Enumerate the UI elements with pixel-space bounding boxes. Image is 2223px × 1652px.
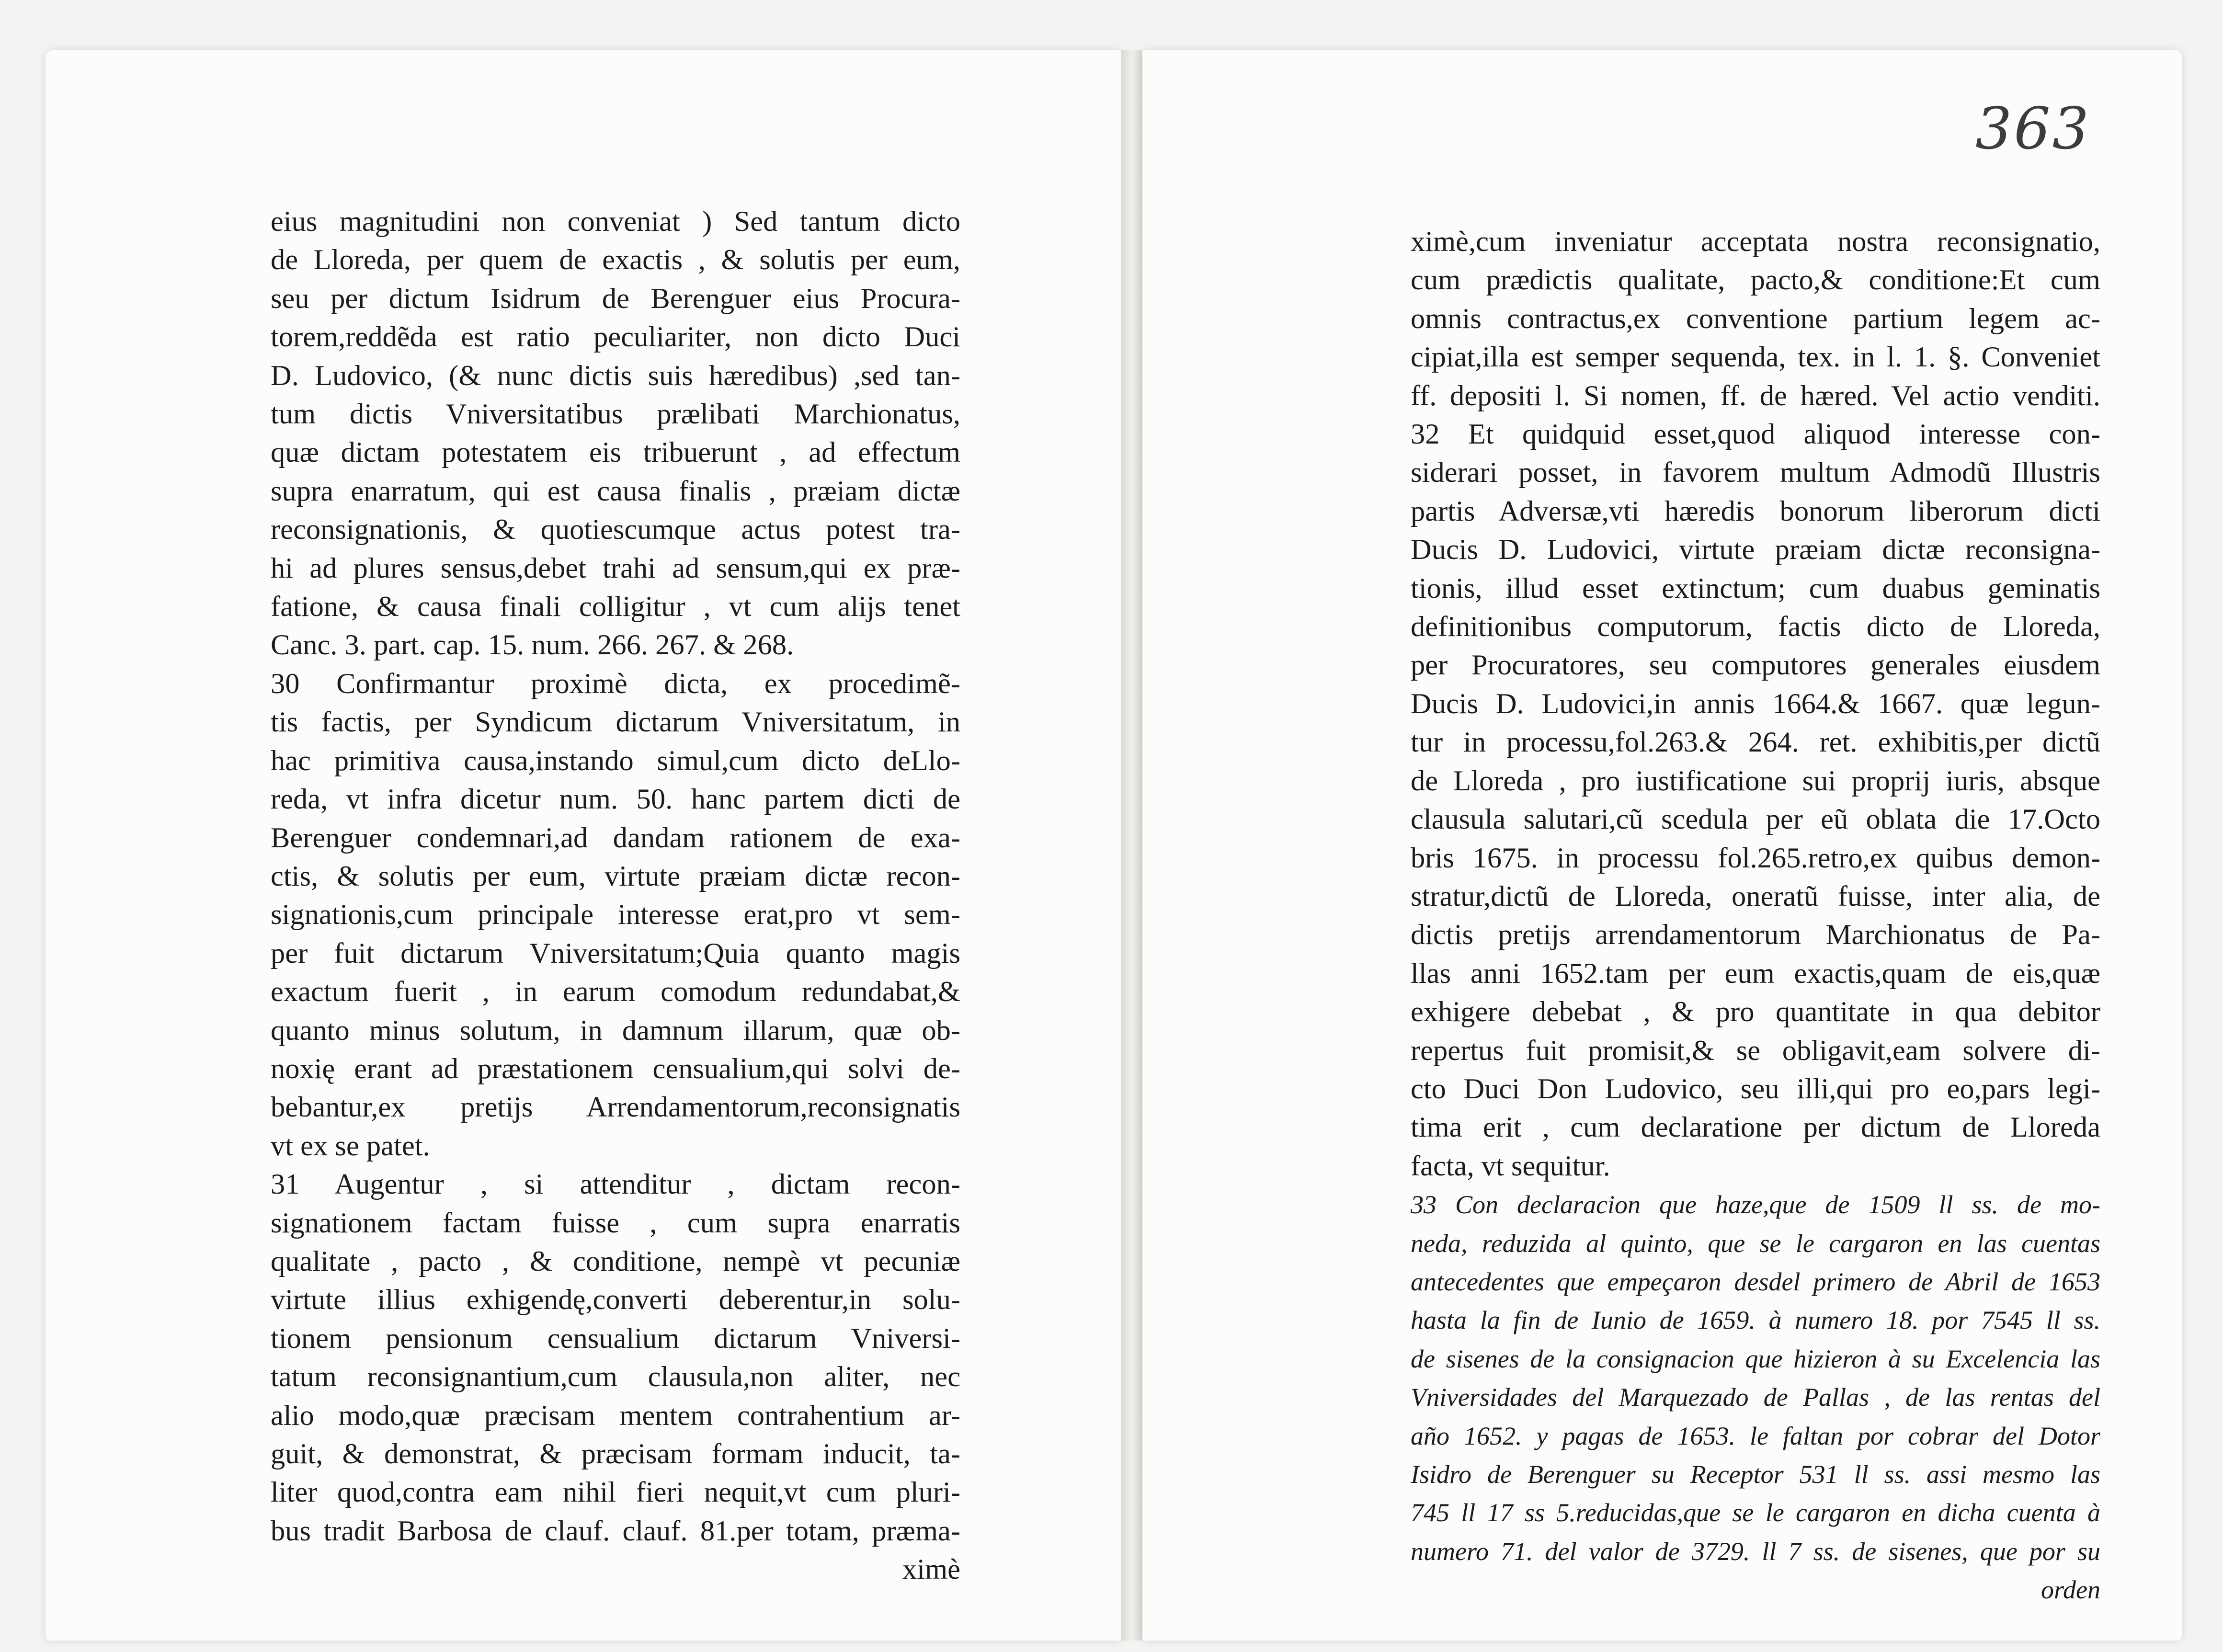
text-line: supra enarratum, qui est causa finalis , præiam dictæ	[271, 475, 960, 507]
text-line: siderari posset, in favorem multum Admodũ Illustris	[1411, 456, 2100, 489]
text-line: seu per dictum Isidrum de Berenguer eius Procura-	[271, 282, 960, 315]
text-line: tum dictis Vniversitatibus prælibati Marchionatus,	[271, 398, 960, 431]
text-line: omnis contractus,ex conventione partium legem ac-	[1411, 302, 2100, 335]
text-line: torem,reddẽda est ratio peculiariter, non dicto Duci	[271, 321, 960, 353]
text-line: clausula salutari,cũ scedula per eũ oblata die 17.Octo	[1411, 803, 2100, 836]
text-line: tionis, illud esset extinctum; cum duabus geminatis	[1411, 572, 2100, 604]
text-line: fatione, & causa finali colligitur , vt cum alijs tenet	[271, 591, 960, 623]
italic-line: antecedentes que empeçaron desdel primero de Abril de 1653	[1411, 1267, 2100, 1296]
text-line: virtute illius exhigendę,converti deberentur,in solu-	[271, 1284, 960, 1316]
right-text-column	[1411, 223, 2100, 1609]
italic-line: numero 71. del valor de 3729. ll 7 ss. de sisenes, que por su	[1411, 1537, 2100, 1566]
paragraph-33-start: 33 Con declaracion que haze,que de 1509 ll ss. de mo-	[1411, 1190, 2100, 1219]
text-line: definitionibus computorum, factis dicto de Lloreda,	[1411, 611, 2100, 643]
text-line: quanto minus solutum, in damnum illarum, quæ ob-	[271, 1014, 960, 1047]
text-line: guit, & demonstrat, & præcisam formam inducit, ta-	[271, 1438, 960, 1470]
text-line: tionem pensionum censualium dictarum Vniversi-	[271, 1322, 960, 1355]
text-line: exhigere debebat , & pro quantitate in qua debitor	[1411, 996, 2100, 1028]
text-line: cto Duci Don Ludovico, seu illi,qui pro eo,pars legi-	[1411, 1072, 2100, 1105]
left-text-column	[271, 203, 960, 1589]
text-line: tur in processu,fol.263.& 264. ret. exhibitis,per dictũ	[1411, 726, 2100, 759]
text-line: facta, vt sequitur.	[1411, 1150, 1610, 1182]
text-line: de Lloreda, per quem de exactis , & solutis per eum,	[271, 244, 960, 276]
text-line: bris 1675. in processu fol.265.retro,ex quibus demon-	[1411, 842, 2100, 874]
left-page	[46, 50, 1121, 1641]
text-line: de Lloreda , pro iustificatione sui proprij iuris, absque	[1411, 764, 2100, 797]
text-line: dictis pretijs arrendamentorum Marchionatus de Pa-	[1411, 919, 2100, 951]
text-line: tis factis, per Syndicum dictarum Vniversitatum, in	[271, 706, 960, 739]
text-line: hac primitiva causa,instando simul,cum dicto deLlo-	[271, 744, 960, 777]
italic-line: Isidro de Berenguer su Receptor 531 ll ss. assi mesmo las	[1411, 1460, 2100, 1489]
italic-line: hasta la fin de Iunio de 1659. à numero 18. por 7545 ll ss.	[1411, 1306, 2100, 1335]
text-line: llas anni 1652.tam per eum exactis,quam de eis,quæ	[1411, 957, 2100, 990]
text-line: exactum fuerit , in earum comodum redundabat,&	[271, 976, 960, 1008]
text-line: stratur,dictũ de Lloreda, oneratũ fuisse, inter alia, de	[1411, 880, 2100, 912]
text-line: repertus fuit promisit,& se obligavit,eam solvere di-	[1411, 1034, 2100, 1067]
text-line: per Procuratores, seu computores generales eiusdem	[1411, 649, 2100, 682]
paragraph-31-start: 31 Augentur , si attenditur , dictam recon-	[271, 1168, 960, 1201]
catchword: orden	[2041, 1575, 2100, 1605]
folio-number: 363	[1975, 96, 2091, 162]
italic-line: de sisenes de la consignacion que hizieron à su Excelencia las	[1411, 1344, 2100, 1373]
book-spread	[46, 50, 2182, 1645]
text-line: D. Ludovico, (& nunc dictis suis hæredibus) ,sed tan-	[271, 359, 960, 392]
text-line: partis Adversæ,vti hæredis bonorum liberorum dicti	[1411, 495, 2100, 527]
text-line: cipiat,illa est semper sequenda, tex. in l. 1. §. Conveniet	[1411, 341, 2100, 374]
text-line: bus tradit Barbosa de clauf. clauf. 81.per totam, præma-	[271, 1515, 960, 1547]
italic-line: neda, reduzida al quinto, que se le cargaron en las cuentas	[1411, 1229, 2100, 1258]
text-line: noxię erant ad præstationem censualium,qui solvi de-	[271, 1052, 960, 1085]
text-line: ff. depositi l. Si nomen, ff. de hæred. Vel actio venditi.	[1411, 379, 2100, 412]
right-page	[1142, 50, 2182, 1641]
text-line: reconsignationis, & quotiescumque actus potest tra-	[271, 513, 960, 546]
book-gutter	[1121, 50, 1142, 1641]
text-line: ctis, & solutis per eum, virtute præiam dictæ recon-	[271, 860, 960, 892]
text-line: Berenguer condemnari,ad dandam rationem de exa-	[271, 821, 960, 854]
text-line: hi ad plures sensus,debet trahi ad sensum,qui ex præ-	[271, 552, 960, 584]
text-line: signationis,cum principale interesse erat,pro vt sem-	[271, 899, 960, 931]
text-line: eius magnitudini non conveniat ) Sed tantum dicto	[271, 205, 960, 238]
text-line: alio modo,quæ præcisam mentem contrahentium ar-	[271, 1399, 960, 1432]
text-line: Ducis D. Ludovici,in annis 1664.& 1667. quæ legun-	[1411, 687, 2100, 720]
text-line: vt ex se patet.	[271, 1129, 430, 1162]
italic-line: 745 ll 17 ss 5.reducidas,que se le cargaron en dicha cuenta à	[1411, 1498, 2100, 1527]
italic-line: año 1652. y pagas de 1653. le faltan por cobrar del Dotor	[1411, 1421, 2100, 1450]
text-line: qualitate , pacto , & conditione, nempè vt pecuniæ	[271, 1245, 960, 1277]
paragraph-32-start: 32 Et quidquid esset,quod aliquod interesse con-	[1411, 418, 2100, 451]
text-line: tima erit , cum declaratione per dictum de Lloreda	[1411, 1111, 2100, 1144]
text-line: tatum reconsignantium,cum clausula,non aliter, nec	[271, 1361, 960, 1393]
text-line: Canc. 3. part. cap. 15. num. 266. 267. & 268.	[271, 629, 794, 661]
text-line: cum prædictis qualitate, pacto,& conditione:Et cum	[1411, 264, 2100, 296]
text-line: Ducis D. Ludovici, virtute præiam dictæ reconsigna-	[1411, 534, 2100, 566]
text-line: signationem factam fuisse , cum supra enarratis	[271, 1207, 960, 1239]
text-line: liter quod,contra eam nihil fieri nequit,vt cum pluri-	[271, 1476, 960, 1509]
text-line: reda, vt infra dicetur num. 50. hanc partem dicti de	[271, 783, 960, 816]
paragraph-30-start: 30 Confirmantur proximè dicta, ex procedimẽ-	[271, 667, 960, 700]
text-line: per fuit dictarum Vniversitatum;Quia quanto magis	[271, 937, 960, 969]
text-line: bebantur,ex pretijs Arrendamentorum,reconsignatis	[271, 1091, 960, 1124]
text-line: quæ dictam potestatem eis tribuerunt , ad effectum	[271, 436, 960, 469]
catchword: ximè	[902, 1553, 960, 1586]
text-line: ximè,cum inveniatur acceptata nostra reconsignatio,	[1411, 226, 2100, 258]
italic-line: Vniversidades del Marquezado de Pallas , de las rentas del	[1411, 1383, 2100, 1412]
